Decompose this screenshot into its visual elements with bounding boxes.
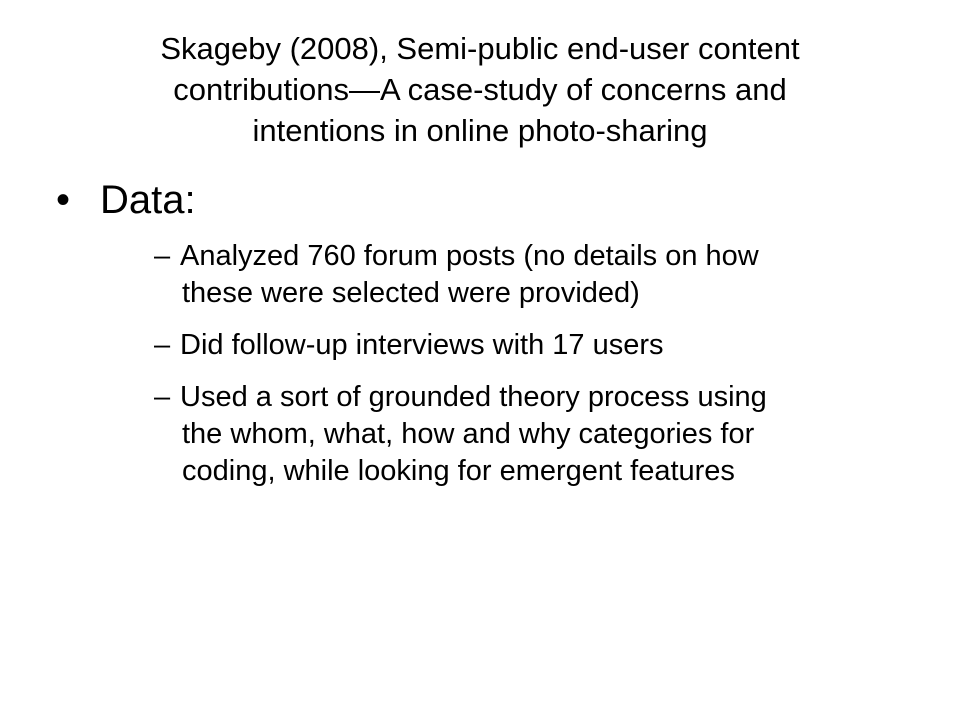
bullet-label: Data:: [100, 178, 196, 222]
sub-bullet-item: [100, 379, 916, 490]
sub-bullet-text: [180, 379, 916, 490]
sub-bullet-line: Did follow-up interviews with 17 users: [180, 329, 664, 361]
sub-bullet-line: the whom, what, how and why categories for: [182, 418, 755, 450]
sub-bullet-marker: –: [154, 381, 171, 413]
sub-bullet-list: [100, 238, 916, 490]
title-line: Skageby (2008), Semi-public end-user content: [160, 31, 800, 66]
slide-title: [70, 28, 890, 151]
bullet-item-data: [56, 176, 916, 490]
sub-bullet-line: Used a sort of grounded theory process using: [180, 381, 767, 413]
bullet-list: [56, 176, 916, 505]
sub-bullet-text: [180, 238, 916, 312]
bullet-marker: •: [56, 178, 71, 222]
sub-bullet-item: [100, 238, 916, 312]
title-line: intentions in online photo-sharing: [252, 113, 708, 148]
sub-bullet-marker: –: [154, 240, 171, 272]
sub-bullet-marker: –: [154, 329, 171, 361]
sub-bullet-line: these were selected were provided): [182, 277, 640, 309]
sub-bullet-line: coding, while looking for emergent features: [182, 455, 735, 487]
title-line: contributions—A case-study of concerns and: [173, 72, 787, 107]
sub-bullet-line: Analyzed 760 forum posts (no details on how: [180, 240, 759, 272]
sub-bullet-text: [180, 327, 916, 364]
sub-bullet-item: [100, 327, 916, 364]
